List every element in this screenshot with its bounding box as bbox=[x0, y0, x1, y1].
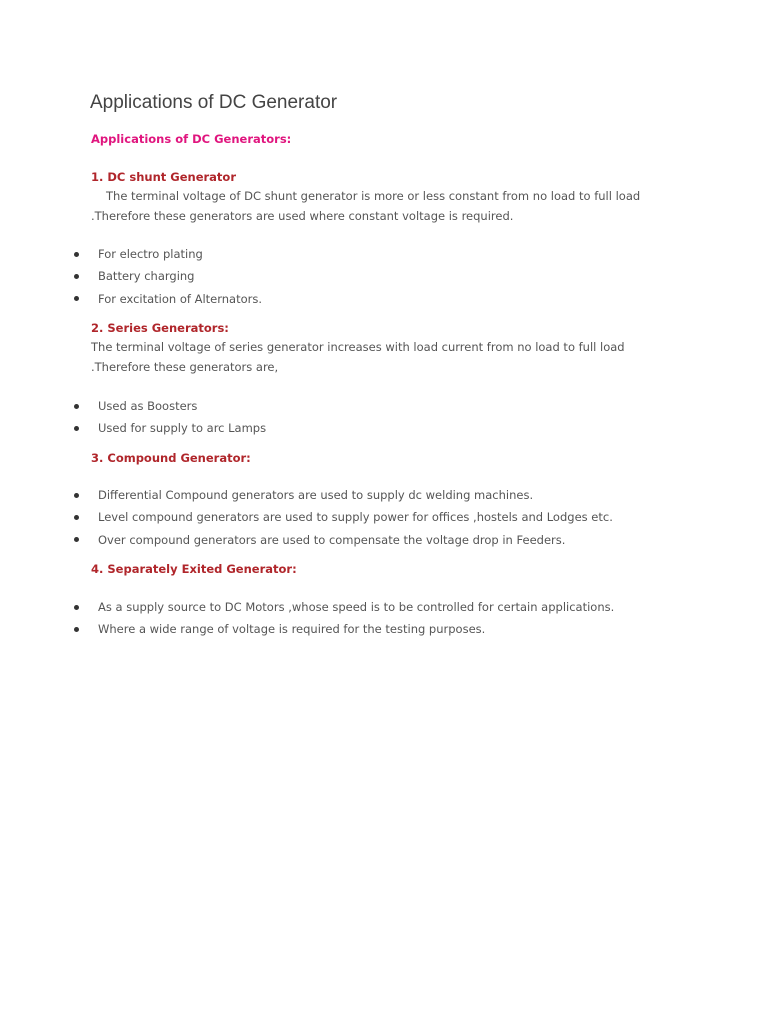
paragraph-line: .Therefore these generators are, bbox=[91, 359, 279, 374]
list-item bbox=[0, 488, 613, 510]
list-item-text: Level compound generators are used to supply power for offices ,hostels and Lodges etc. bbox=[98, 510, 613, 525]
bullet-list-separately-excited bbox=[0, 600, 614, 645]
list-item bbox=[0, 510, 613, 532]
list-item-text: For electro plating bbox=[98, 247, 203, 261]
bullet-icon bbox=[74, 296, 79, 301]
paragraph-line: .Therefore these generators are used where constant voltage is required. bbox=[91, 208, 514, 223]
paragraph-line: The terminal voltage of DC shunt generator is more or less constant from no load to full load bbox=[106, 189, 641, 203]
bullet-icon bbox=[74, 515, 79, 520]
list-item-text: Differential Compound generators are used to supply dc welding machines. bbox=[98, 488, 534, 502]
section-heading-series: 2. Series Generators: bbox=[91, 321, 229, 335]
list-item bbox=[0, 533, 613, 555]
section-paragraph-series bbox=[91, 338, 625, 377]
list-item-text: As a supply source to DC Motors ,whose speed is to be controlled for certain applications. bbox=[98, 600, 615, 614]
page-title: Applications of DC Generator bbox=[90, 92, 338, 113]
list-item bbox=[0, 247, 262, 269]
list-item bbox=[0, 269, 262, 291]
list-item bbox=[0, 399, 266, 421]
list-item-text: Where a wide range of voltage is required for the testing purposes. bbox=[98, 622, 486, 637]
section-paragraph-dc-shunt bbox=[91, 187, 640, 226]
list-item-text: Over compound generators are used to compensate the voltage drop in Feeders. bbox=[98, 532, 566, 547]
bullet-icon bbox=[74, 493, 79, 498]
bullet-icon bbox=[74, 252, 79, 257]
list-item bbox=[0, 600, 614, 622]
list-item-text: Battery charging bbox=[98, 269, 195, 284]
bullet-icon bbox=[74, 627, 79, 632]
list-item bbox=[0, 622, 614, 644]
bullet-icon bbox=[74, 274, 79, 279]
list-item-text: For excitation of Alternators. bbox=[98, 291, 263, 306]
list-item bbox=[0, 292, 262, 314]
section-heading-compound: 3. Compound Generator: bbox=[91, 451, 251, 465]
list-item-text: Used as Boosters bbox=[98, 399, 198, 413]
section-heading-separately-excited: 4. Separately Exited Generator: bbox=[91, 562, 297, 576]
bullet-icon bbox=[74, 537, 79, 542]
bullet-icon bbox=[74, 404, 79, 409]
bullet-list-dc-shunt bbox=[0, 247, 262, 314]
list-item-text: Used for supply to arc Lamps bbox=[98, 421, 267, 436]
list-item bbox=[0, 421, 266, 443]
paragraph-line: The terminal voltage of series generator increases with load current from no load to full load bbox=[91, 340, 625, 354]
bullet-icon bbox=[74, 426, 79, 431]
section-heading-dc-shunt: 1. DC shunt Generator bbox=[91, 170, 236, 184]
bullet-list-series bbox=[0, 399, 266, 444]
bullet-list-compound bbox=[0, 488, 613, 555]
document-subtitle: Applications of DC Generators: bbox=[91, 132, 292, 146]
bullet-icon bbox=[74, 605, 79, 610]
